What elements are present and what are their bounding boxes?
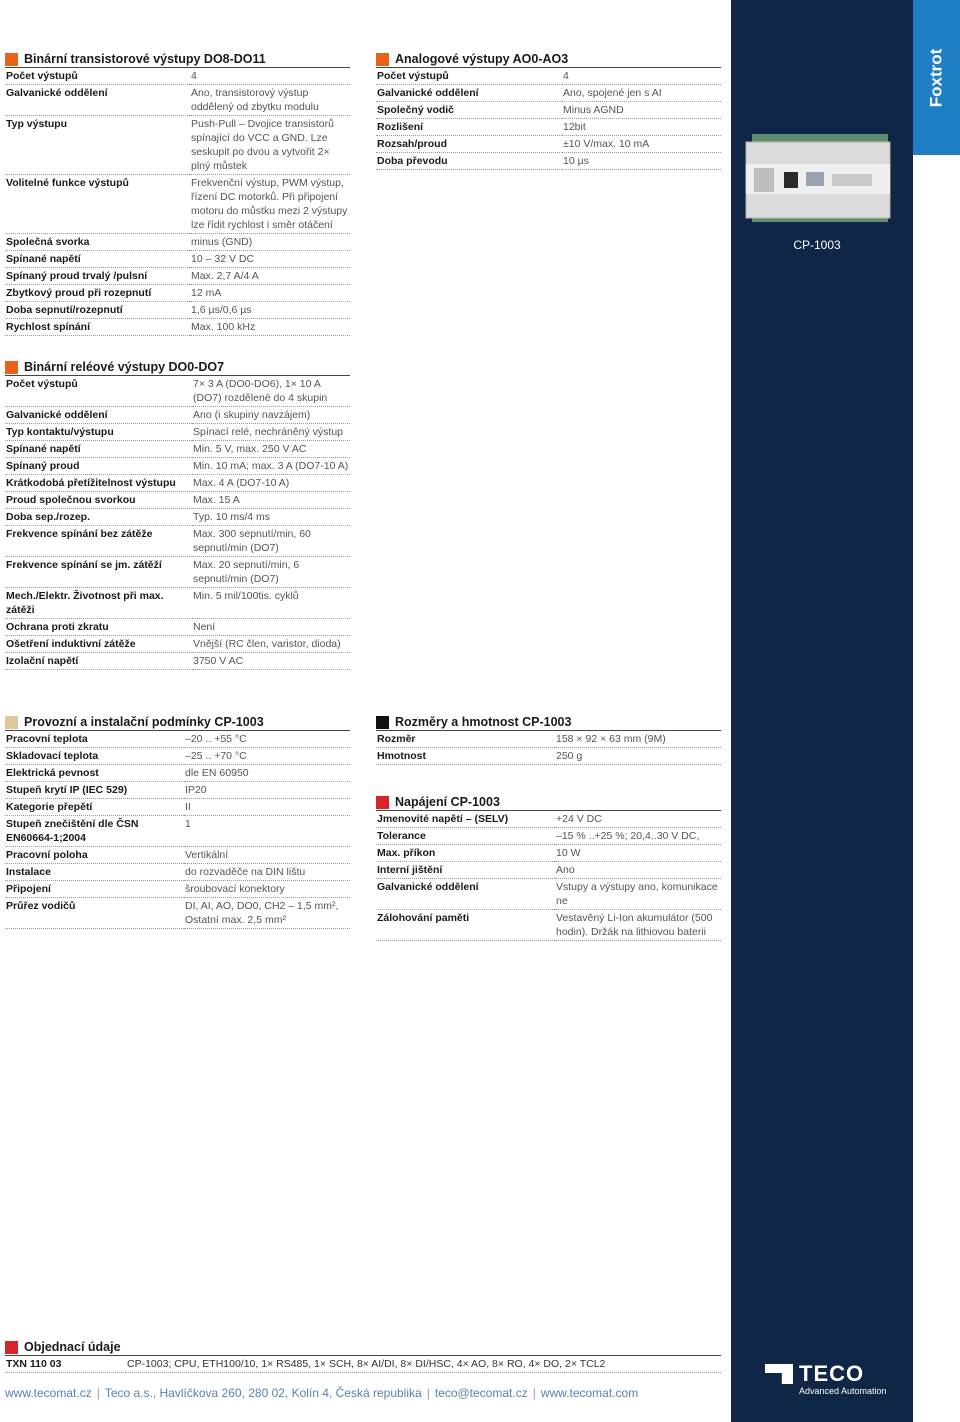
table-row	[376, 119, 721, 136]
table-row	[5, 407, 350, 424]
spec-key: Společný vodič	[376, 102, 562, 119]
section-power-supply	[376, 791, 721, 941]
section-title: Analogové výstupy AO0-AO3	[395, 52, 569, 66]
spec-table	[5, 68, 350, 336]
spec-value: 4	[562, 68, 721, 85]
table-row	[5, 799, 350, 816]
table-row	[376, 136, 721, 153]
spec-key: Interní jištění	[376, 862, 555, 879]
spec-table	[5, 1356, 721, 1373]
spec-value: Minus AGND	[562, 102, 721, 119]
spec-value: Max. 20 sepnutí/min, 6 sepnutí/min (DO7)	[192, 557, 350, 588]
spec-value: Max. 100 kHz	[190, 319, 350, 336]
table-row	[5, 619, 350, 636]
table-row	[376, 845, 721, 862]
spec-key: Hmotnost	[376, 748, 555, 765]
spec-key: Počet výstupů	[5, 68, 190, 85]
footer-link-website[interactable]: www.tecomat.cz	[5, 1386, 92, 1400]
spec-value: Min. 5 mil/100tis. cyklů	[192, 588, 350, 619]
spec-value: dle EN 60950	[184, 765, 350, 782]
section-ordering	[5, 1336, 721, 1373]
footer-separator: |	[426, 1386, 430, 1400]
spec-value: DI, AI, AO, DO0, CH2 – 1,5 mm², Ostatní max. 2,5 mm²	[184, 898, 350, 929]
spec-table	[376, 731, 721, 765]
spec-key: Jmenovité napětí – (SELV)	[376, 811, 555, 828]
spec-table	[376, 811, 721, 941]
spec-key: Doba sep./rozep.	[5, 509, 192, 526]
spec-key: Max. příkon	[376, 845, 555, 862]
spec-key: Skladovací teplota	[5, 748, 184, 765]
spec-key: Galvanické oddělení	[5, 407, 192, 424]
brand-tab-label: Foxtrot	[926, 48, 946, 107]
spec-key: Galvanické oddělení	[5, 85, 190, 116]
section-title: Provozní a instalační podmínky CP-1003	[24, 715, 264, 729]
table-row	[376, 910, 721, 941]
spec-value: 10 – 32 V DC	[190, 251, 350, 268]
table-row	[5, 731, 350, 748]
section-title: Napájení CP-1003	[395, 795, 500, 809]
table-row	[5, 765, 350, 782]
footer-link-email[interactable]: teco@tecomat.cz	[434, 1386, 528, 1400]
spec-value: Není	[192, 619, 350, 636]
table-row	[5, 116, 350, 175]
table-row	[5, 424, 350, 441]
spec-value: 10 µs	[562, 153, 721, 170]
spec-key: Spínané napětí	[5, 441, 192, 458]
spec-value: Max. 2,7 A/4 A	[190, 268, 350, 285]
section-header	[5, 1336, 721, 1356]
table-row	[5, 475, 350, 492]
teco-logo-tagline: Advanced Automation	[799, 1386, 887, 1396]
spec-key: Volitelné funkce výstupů	[5, 175, 190, 234]
table-row	[5, 653, 350, 670]
table-row	[5, 441, 350, 458]
table-row	[5, 85, 350, 116]
section-header	[376, 791, 721, 811]
spec-key: Pracovní teplota	[5, 731, 184, 748]
table-row	[376, 811, 721, 828]
spec-key: Ochrana proti zkratu	[5, 619, 192, 636]
spec-key: Spínaný proud	[5, 458, 192, 475]
spec-key: Izolační napětí	[5, 653, 192, 670]
spec-value: Ano (i skupiny navzájem)	[192, 407, 350, 424]
spec-value: +24 V DC	[555, 811, 721, 828]
spec-value: Vertikální	[184, 847, 350, 864]
footer	[5, 1386, 638, 1400]
brand-tab-label-wrap	[913, 0, 960, 155]
red-square-icon	[5, 1341, 18, 1354]
section-title: Rozměry a hmotnost CP-1003	[395, 715, 572, 729]
table-row	[5, 68, 350, 85]
section-title: Binární reléové výstupy DO0-DO7	[24, 360, 225, 374]
table-row	[5, 588, 350, 619]
spec-key: Tolerance	[376, 828, 555, 845]
table-row	[376, 879, 721, 910]
spec-value: 12 mA	[190, 285, 350, 302]
order-description: CP-1003; CPU, ETH100/10, 1× RS485, 1× SCH, 8× AI/DI, 8× DI/HSC, 4× AO, 8× RO, 4× DO, 2× TCL2	[126, 1356, 721, 1373]
spec-value: –20 .. +55 °C	[184, 731, 350, 748]
spec-key: Elektrická pevnost	[5, 765, 184, 782]
spec-key: Společná svorka	[5, 234, 190, 251]
spec-key: Rozlišení	[376, 119, 562, 136]
table-row	[5, 285, 350, 302]
teco-logo	[765, 1362, 910, 1398]
spec-key: Ošetření induktivní zátěže	[5, 636, 192, 653]
table-row	[5, 302, 350, 319]
table-row	[5, 864, 350, 881]
section-header	[5, 48, 350, 68]
table-row	[376, 102, 721, 119]
spec-key: Krátkodobá přetížitelnost výstupu	[5, 475, 192, 492]
spec-key: Instalace	[5, 864, 184, 881]
spec-key: Kategorie přepětí	[5, 799, 184, 816]
spec-value: šroubovací konektory	[184, 881, 350, 898]
table-row	[5, 376, 350, 407]
section-analog-outputs	[376, 48, 721, 170]
table-row	[5, 268, 350, 285]
table-row	[376, 68, 721, 85]
spec-key: Pracovní poloha	[5, 847, 184, 864]
spec-value: 1,6 µs/0,6 µs	[190, 302, 350, 319]
spec-value: Ano, transistorový výstup oddělený od zbytku modulu	[190, 85, 350, 116]
table-row	[5, 636, 350, 653]
spec-key: Doba sepnutí/rozepnutí	[5, 302, 190, 319]
spec-key: Spínaný proud trvalý /pulsní	[5, 268, 190, 285]
spec-value: Typ. 10 ms/4 ms	[192, 509, 350, 526]
footer-company-address: Teco a.s., Havlíčkova 260, 280 02, Kolín 4, Česká republika	[104, 1386, 422, 1400]
section-header	[376, 711, 721, 731]
spec-value: –25 .. +70 °C	[184, 748, 350, 765]
order-code: TXN 110 03	[5, 1356, 126, 1373]
spec-value: Frekvenční výstup, PWM výstup, řízení DC motorků. Při připojení motoru do můstku mezi 2 výstupy lze řídit rychlost i směr otáčení	[190, 175, 350, 234]
spec-value: Ano, spojené jen s AI	[562, 85, 721, 102]
table-row	[5, 782, 350, 799]
section-transistor-outputs	[5, 48, 350, 336]
spec-value: –15 % ..+25 %; 20,4..30 V DC,	[555, 828, 721, 845]
table-row	[5, 748, 350, 765]
spec-value: 250 g	[555, 748, 721, 765]
spec-value: Vestavěný Li-Ion akumulátor (500 hodin). Držák na lithiovou baterii	[555, 910, 721, 941]
spec-value: Ano	[555, 862, 721, 879]
table-row	[376, 153, 721, 170]
teco-logo-wordmark: TECO	[799, 1361, 865, 1386]
table-row	[5, 1356, 721, 1373]
spec-value: Max. 300 sepnutí/min, 60 sepnutí/min (DO7)	[192, 526, 350, 557]
spec-value: 12bit	[562, 119, 721, 136]
spec-value: Push-Pull – Dvojice transistorů spínající do VCC a GND. Lze seskupit po dvou a vytvořit 2× plný můstek	[190, 116, 350, 175]
spec-value: 158 × 92 × 63 mm (9M)	[555, 731, 721, 748]
table-row	[5, 898, 350, 929]
spec-key: Zbytkový proud při rozepnutí	[5, 285, 190, 302]
spec-value: II	[184, 799, 350, 816]
section-header	[5, 711, 350, 731]
section-relay-outputs	[5, 356, 350, 670]
table-row	[5, 175, 350, 234]
spec-value: 7× 3 A (DO0-DO6), 1× 10 A (DO7) rozdělené do 4 skupin	[192, 376, 350, 407]
spec-value: ±10 V/max. 10 mA	[562, 136, 721, 153]
spec-key: Mech./Elektr. Životnost při max. zátěži	[5, 588, 192, 619]
section-header	[376, 48, 721, 68]
spec-value: IP20	[184, 782, 350, 799]
table-row	[5, 492, 350, 509]
spec-value: Max. 4 A (DO7-10 A)	[192, 475, 350, 492]
table-row	[5, 847, 350, 864]
spec-key: Frekvence spínání bez zátěže	[5, 526, 192, 557]
spec-key: Typ výstupu	[5, 116, 190, 175]
spec-value: minus (GND)	[190, 234, 350, 251]
orange-square-icon	[376, 53, 389, 66]
spec-value: Vnější (RC člen, varistor, dioda)	[192, 636, 350, 653]
spec-value: 3750 V AC	[192, 653, 350, 670]
footer-link-website-com[interactable]: www.tecomat.com	[540, 1386, 639, 1400]
spec-key: Galvanické oddělení	[376, 85, 562, 102]
table-row	[5, 319, 350, 336]
table-row	[5, 816, 350, 847]
product-label: CP-1003	[793, 238, 841, 252]
spec-key: Doba převodu	[376, 153, 562, 170]
spec-key: Počet výstupů	[376, 68, 562, 85]
spec-table	[5, 376, 350, 670]
section-title: Binární transistorové výstupy DO8-DO11	[24, 52, 266, 66]
spec-key: Typ kontaktu/výstupu	[5, 424, 192, 441]
spec-value: 10 W	[555, 845, 721, 862]
product-image	[744, 128, 892, 228]
spec-key: Připojení	[5, 881, 184, 898]
section-operating-conditions	[5, 711, 350, 929]
orange-square-icon	[5, 361, 18, 374]
spec-key: Rozměr	[376, 731, 555, 748]
spec-value: Vstupy a výstupy ano, komunikace ne	[555, 879, 721, 910]
table-row	[376, 828, 721, 845]
table-row	[376, 862, 721, 879]
red-square-icon	[376, 796, 389, 809]
spec-table	[376, 68, 721, 170]
table-row	[5, 234, 350, 251]
teco-logo-mark	[765, 1364, 793, 1384]
spec-value: Min. 10 mA; max. 3 A (DO7-10 A)	[192, 458, 350, 475]
spec-key: Počet výstupů	[5, 376, 192, 407]
spec-key: Zálohování paměti	[376, 910, 555, 941]
table-row	[376, 748, 721, 765]
spec-key: Průřez vodičů	[5, 898, 184, 929]
table-row	[5, 881, 350, 898]
table-row	[5, 526, 350, 557]
table-row	[5, 557, 350, 588]
table-row	[5, 509, 350, 526]
spec-value: Min. 5 V, max. 250 V AC	[192, 441, 350, 458]
table-row	[376, 85, 721, 102]
orange-square-icon	[5, 53, 18, 66]
footer-separator: |	[96, 1386, 100, 1400]
spec-value: 1	[184, 816, 350, 847]
beige-square-icon	[5, 716, 18, 729]
spec-value: 4	[190, 68, 350, 85]
spec-key: Proud společnou svorkou	[5, 492, 192, 509]
page-number: 13	[928, 1387, 942, 1401]
section-header	[5, 356, 350, 376]
spec-value: Max. 15 A	[192, 492, 350, 509]
spec-value: Spínací relé, nechráněný výstup	[192, 424, 350, 441]
spec-key: Stupeň krytí IP (IEC 529)	[5, 782, 184, 799]
spec-key: Rozsah/proud	[376, 136, 562, 153]
section-title: Objednací údaje	[24, 1340, 121, 1354]
spec-value: do rozvaděče na DIN lištu	[184, 864, 350, 881]
spec-key: Rychlost spínání	[5, 319, 190, 336]
black-square-icon	[376, 716, 389, 729]
spec-key: Galvanické oddělení	[376, 879, 555, 910]
table-row	[5, 458, 350, 475]
spec-key: Frekvence spínání se jm. zátěží	[5, 557, 192, 588]
spec-table	[5, 731, 350, 929]
table-row	[376, 731, 721, 748]
spec-key: Stupeň znečištění dle ČSN EN60664-1;2004	[5, 816, 184, 847]
footer-separator: |	[532, 1386, 536, 1400]
table-row	[5, 251, 350, 268]
spec-key: Spínané napětí	[5, 251, 190, 268]
section-dimensions	[376, 711, 721, 765]
